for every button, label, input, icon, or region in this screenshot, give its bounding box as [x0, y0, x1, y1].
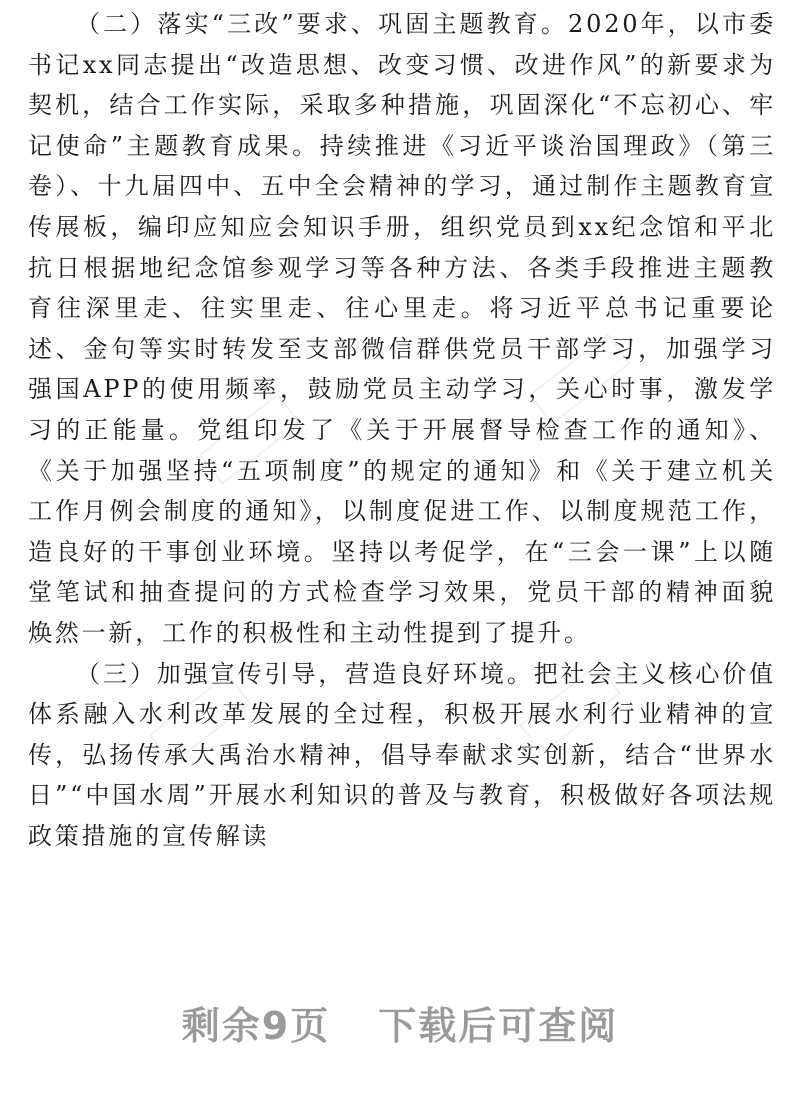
- paragraph-section-three: （三）加强宣传引导，营造良好环境。把社会主义核心价值体系融入水利改革发展的全过程，积极开展水利行业精神的宣传，弘扬传承大禹治水精神，倡导奉献求实创新，结合“世界水日”“中国水周”开展水利知识的普及与教育，积极做好各项法规政策措施的宣传解读: [28, 659, 776, 850]
- paragraph-section-two: （二）落实“三改”要求、巩固主题教育。2020年，以市委书记xx同志提出“改造思想、改变习惯、改进作风”的新要求为契机，结合工作实际，采取多种措施，巩固深化“不忘初心、牢记使命”主题教育成果。持续推进《习近平谈治国理政》（第三卷）、十九届四中、五中全会精神的学习，通过制作主题教育宣传展板，编印应知应会知识手册，组织党员到xx纪念馆和平北抗日根据地纪念馆参观学习等各种方法、各类手段推进主题教育往深里走、往实里走、往心里走。将习近平总书记重要论述、金句等实时转发至支部微信群供党员干部学习，加强学习强国APP的使用频率，鼓励党员主动学习，关心时事，激发学习的正能量。党组印发了《关于开展督导检查工作的通知》、《关于加强坚持“五项制度”的规定的通知》和《关于建立机关工作月例会制度的通知》，以制度促进工作、以制度规范工作，造良好的干事创业环境。坚持以考促学，在“三会一课”上以随堂笔试和抽查提问的方式检查学习效果，党员干部的精神面貌焕然一新，工作的积极性和主动性提到了提升。: [28, 10, 776, 647]
- download-to-view-text: 下载后可查阅: [378, 1004, 619, 1048]
- document-body: [28, 4, 776, 904]
- remaining-pages-text: 剩余9页: [181, 1004, 331, 1048]
- download-prompt[interactable]: [0, 995, 800, 1050]
